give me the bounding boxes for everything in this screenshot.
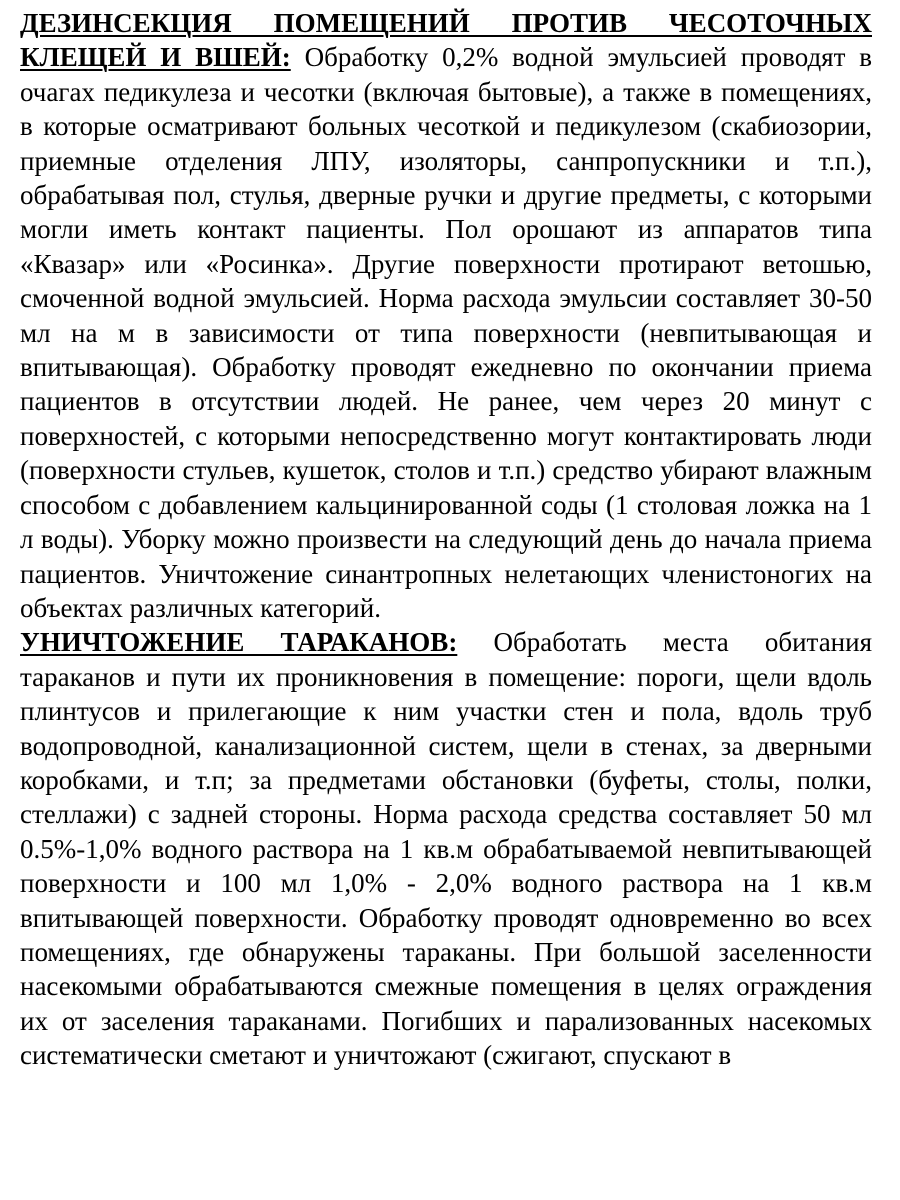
section-body: Обработку 0,2% водной эмульсией проводят в очагах педикулеза и чесотки (включая бытовые), а также в помещениях, в которые осматривают больных чесоткой и педикулезом (скабиозории, приемные отделения ЛПУ, изоляторы, санпропускники и т.п.), обрабатывая пол, стулья, дверные ручки и другие предметы, с которыми могли иметь контакт пациенты. Пол орошают из аппаратов типа «Квазар» или «Росинка». Другие поверхности протирают ветошью, смоченной водной эмульсией. Норма расхода эмульсии составляет 30-50 мл на м в зависимости от типа поверхности (невпитывающая и впитывающая). Обработку проводят ежедневно по окончании приема пациентов в отсутствии людей. Не ранее, чем через 20 минут с поверхностей, с которыми непосредственно могут контактировать люди (поверхности стульев, кушеток, столов и т.п.) средство убирают влажным способом с добавлением кальцинированной соды (1 столовая ложка на 1 л воды). Уборку можно произвести на следующий день до начала приема пациентов. Уничтожение синантропных нелетающих членистоногих на объектах различных категорий. xyxy=(20,42,872,623)
document-page xyxy=(20,6,872,1073)
section-heading: УНИЧТОЖЕНИЕ ТАРАКАНОВ: xyxy=(20,627,458,658)
section-body: Обработать места обитания тараканов и пути их проникновения в помещение: пороги, щели вдоль плинтусов и прилегающие к ним участки стен и пола, вдоль труб водопроводной, канализационной систем, щели в стенах, за дверными коробками, и т.п; за предметами обстановки (буфеты, столы, полки, стеллажи) с задней стороны. Норма расхода средства составляет 50 мл 0.5%-1,0% водного раствора на 1 кв.м обрабатываемой невпитывающей поверхности и 100 мл 1,0% - 2,0% водного раствора на 1 кв.м впитывающей поверхности. Обработку проводят одновременно во всех помещениях, где обнаружены тараканы. При большой заселенности насекомыми обрабатываются смежные помещения в целях ограждения их от заселения тараканами. Погибших и парализованных насекомых систематически сметают и уничтожают (сжигают, спускают в xyxy=(20,627,872,1071)
section-heading: ДЕЗИНСЕКЦИЯ ПОМЕЩЕНИЙ ПРОТИВ ЧЕСОТОЧНЫХ КЛЕЩЕЙ И ВШЕЙ: xyxy=(20,8,872,73)
section-scabies-lice xyxy=(20,6,872,625)
section-cockroaches xyxy=(20,625,872,1072)
